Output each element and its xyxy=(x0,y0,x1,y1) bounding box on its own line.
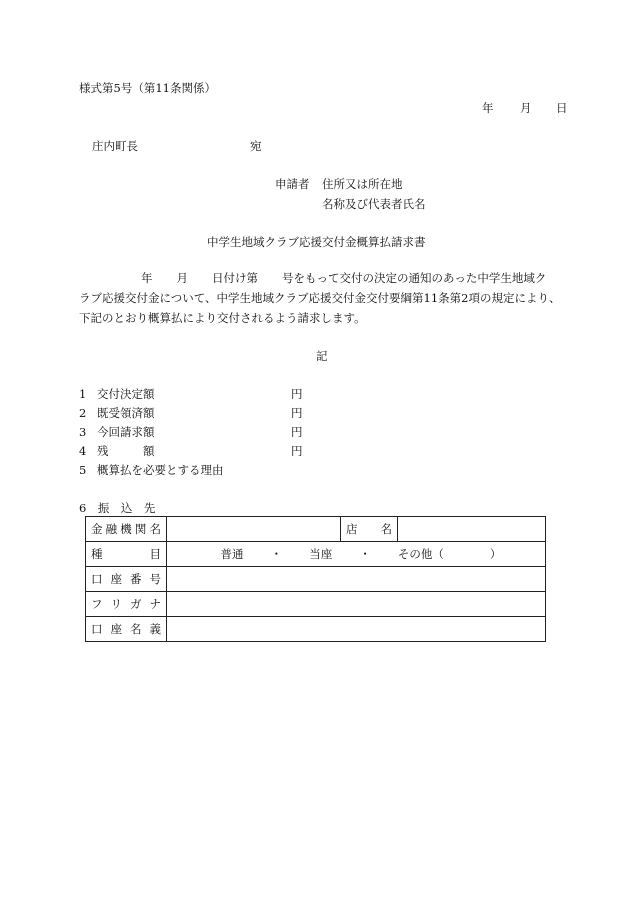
applicant-address-label: 住所又は所在地 xyxy=(322,177,403,191)
type-option-current[interactable]: 当座 xyxy=(309,547,333,561)
table-row xyxy=(86,567,546,592)
table-row xyxy=(86,592,546,617)
body-line-1 xyxy=(79,268,584,288)
body-year: 年 xyxy=(141,271,153,285)
type-option-other[interactable]: その他（ ） xyxy=(397,547,502,561)
body-line-2: ラブ応援交付金について、中学生地域クラブ応援交付金交付要綱第11条第2項の規定により、 xyxy=(79,291,561,305)
document-title: 中学生地域クラブ応援交付金概算払請求書 xyxy=(207,235,426,249)
table-row xyxy=(86,617,546,642)
account-name-field[interactable] xyxy=(167,617,546,642)
date-year: 年 xyxy=(482,101,494,115)
institution-label: 金 融 機 関 名 xyxy=(86,517,167,542)
account-number-field[interactable] xyxy=(167,567,546,592)
date-month: 月 xyxy=(520,101,532,115)
applicant-label: 申請者 xyxy=(275,177,310,191)
list-item: 5 概算払を必要とする理由 xyxy=(79,463,224,477)
table-row xyxy=(86,517,546,542)
type-option-ordinary[interactable]: 普通 xyxy=(220,547,244,561)
branch-field[interactable] xyxy=(398,517,546,542)
furigana-label: フ リ ガ ナ xyxy=(86,592,167,617)
list-item: 1 交付決定額 円 xyxy=(79,387,303,401)
branch-label: 店 名 xyxy=(341,517,398,542)
addressee-name: 庄内町長 xyxy=(92,139,138,153)
ki-heading: 記 xyxy=(316,349,328,363)
account-name-label: 口 座 名 義 xyxy=(86,617,167,642)
list-item: 2 既受領済額 円 xyxy=(79,406,303,420)
list-item: 4 残 額 円 xyxy=(79,444,303,458)
body-month: 月 xyxy=(176,271,188,285)
institution-field[interactable] xyxy=(167,517,341,542)
form-number: 様式第5号（第11条関係） xyxy=(79,81,216,95)
body-date: 日付け第 xyxy=(212,271,258,285)
applicant-name-label: 名称及び代表者氏名 xyxy=(322,197,426,211)
body-rest: 号をもって交付の決定の通知のあった中学生地域ク xyxy=(282,271,547,285)
type-options xyxy=(167,542,546,567)
body-line-3: 下記のとおり概算払により交付されるよう請求します。 xyxy=(79,311,366,325)
table-row xyxy=(86,542,546,567)
addressee-suffix: 宛 xyxy=(250,139,262,153)
type-separator: ・ xyxy=(359,547,371,561)
type-label: 種 目 xyxy=(86,542,167,567)
body-paragraph xyxy=(79,268,584,328)
account-number-label: 口 座 番 号 xyxy=(86,567,167,592)
type-separator: ・ xyxy=(270,547,283,561)
list-item: 3 今回請求額 円 xyxy=(79,425,303,439)
bank-heading: 6 振 込 先 xyxy=(79,501,156,515)
date-day: 日 xyxy=(556,101,568,115)
bank-transfer-table xyxy=(85,516,546,642)
furigana-field[interactable] xyxy=(167,592,546,617)
